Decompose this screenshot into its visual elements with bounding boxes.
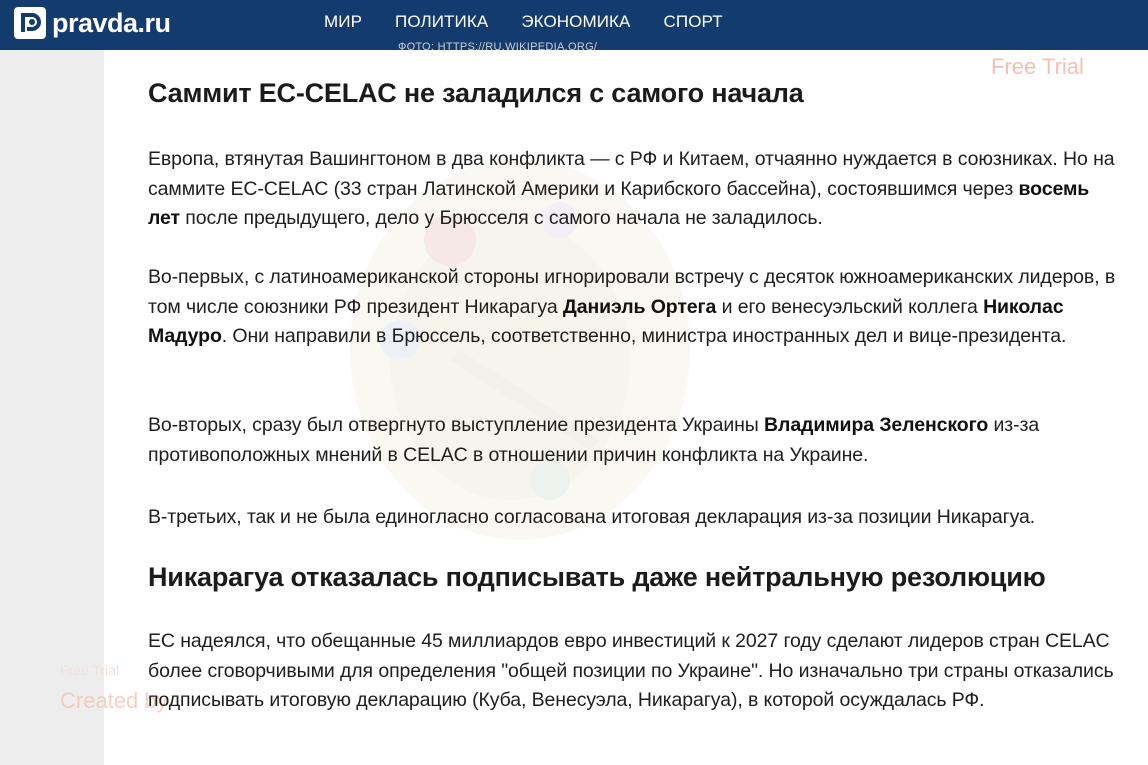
article-paragraph-5: ЕС надеялся, что обещанные 45 миллиардов евро инвестиций к 2027 году сделают лидеров стран CELAC более сговорчивыми для определения "общей позиции по Украине". Но изначально три страны отказались подписывать итоговую декларацию (Куба, Венесуэла, Никарагуа), в которой осуждалась РФ. — [148, 630, 1114, 711]
bold-phrase: восемь лет — [148, 177, 1090, 229]
paragraph-text: и его венесуэльский коллега — [716, 295, 984, 318]
pravda-logo-icon — [14, 7, 46, 39]
paragraph-text: из-за противоположных мнений в CELAC в отношении причин конфликта на Украине. — [148, 414, 1040, 466]
nav-item-economy[interactable]: ЭКОНОМИКА — [521, 12, 631, 31]
watermark-free-trial: Free Trial — [991, 54, 1084, 79]
site-logo[interactable] — [14, 4, 171, 42]
nav-item-world[interactable]: МИР — [324, 12, 363, 31]
article-paragraph-2 — [148, 263, 1123, 352]
nav-item-politics[interactable]: ПОЛИТИКА — [395, 12, 489, 31]
article-paragraph-1 — [148, 145, 1123, 234]
article-paragraph-4: В-третьих, так и не была единогласно согласована итоговая декларация из-за позиции Никарагуа. — [148, 506, 1036, 528]
paragraph-text: Во-вторых, сразу был отвергнуто выступление президента Украины — [148, 414, 765, 436]
section-heading-2: Никарагуа отказалась подписывать даже нейтральную резолюцию — [148, 562, 1046, 592]
paragraph-text: Европа, втянутая Вашингтоном в два конфликта — с РФ и Китаем, отчаянно нуждается в союзниках. Но на саммите ЕС-CELAC (33 стран Латинской Америки и Карибского бассейна), состоявшимся через — [148, 148, 1115, 200]
person-name-maduro: Николас Мадуро — [148, 295, 1064, 347]
watermark-created-by: Created by — [60, 688, 168, 713]
person-name-zelensky: Владимира Зеленского — [764, 414, 989, 436]
article-paragraph-3 — [148, 411, 1123, 470]
paragraph-text: Во-первых, с латиноамериканской стороны игнорировали встречу с десяток южноамериканских лидеров, в том числе союзники РФ президент Никарагуа — [148, 266, 1116, 318]
watermark-free-trial-small: Free Trial — [60, 662, 120, 678]
photo-caption: ФОТО: HTTPS://RU.WIKIPEDIA.ORG/ — [398, 41, 598, 53]
section-heading-1: Саммит ЕС-CELAC не заладился с самого начала — [148, 78, 804, 108]
paragraph-text: после предыдущего, дело у Брюсселя с самого начала не заладилось. — [179, 207, 823, 229]
logo-text: pravda.ru — [52, 7, 171, 38]
person-name-ortega: Даниэль Ортега — [562, 295, 717, 318]
main-nav — [324, 0, 756, 44]
paragraph-text: . Они направили в Брюссель, соответственно, министра иностранных дел и вице-президента. — [221, 325, 1067, 347]
left-gutter — [0, 50, 104, 765]
nav-item-sport[interactable]: СПОРТ — [663, 12, 723, 31]
